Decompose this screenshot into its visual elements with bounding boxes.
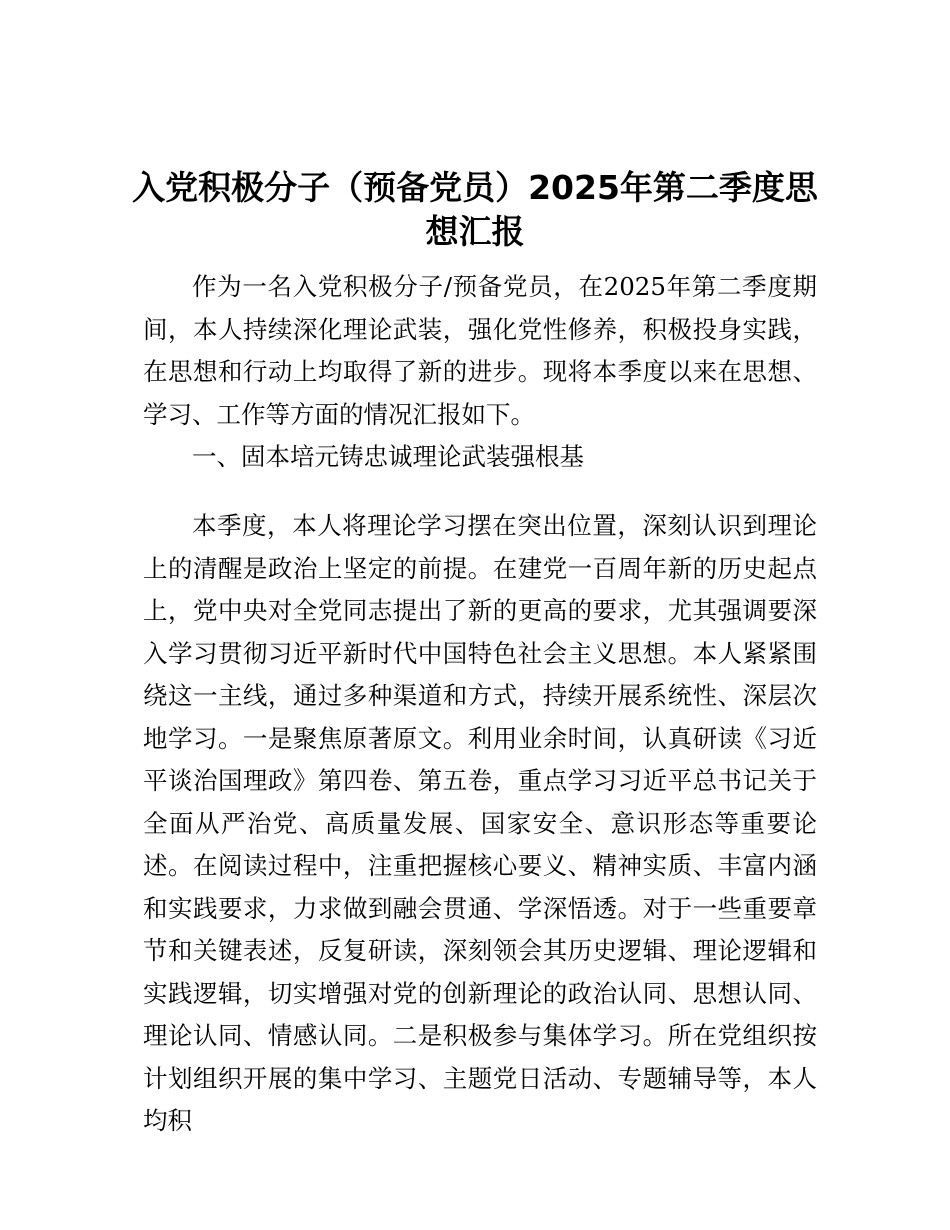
section-heading: 一、固本培元铸忠诚理论武装强根基: [192, 442, 584, 471]
intro-paragraph: 作为一名入党积极分子/预备党员，在2025年第二季度期间，本人持续深化理论武装，强化党性修养，积极投身实践，在思想和行动上均取得了新的进步。现将本季度以来在思想、学习、工作等方面的情况汇报如下。: [143, 272, 817, 429]
body-paragraph: 本季度，本人将理论学习摆在突出位置，深刻认识到理论上的清醒是政治上坚定的前提。在建党一百周年新的历史起点上，党中央对全党同志提出了新的更高的要求，尤其强调要深入学习贯彻习近平新时代中国特色社会主义思想。本人紧紧围绕这一主线，通过多种渠道和方式，持续开展系统性、深层次地学习。一是聚焦原著原文。利用业余时间，认真研读《习近平谈治国理政》第四卷、第五卷，重点学习习近平总书记关于全面从严治党、高质量发展、国家安全、意识形态等重要论述。在阅读过程中，注重把握核心要义、精神实质、丰富内涵和实践要求，力求做到融会贯通、学深悟透。对于一些重要章节和关键表述，反复研读，深刻领会其历史逻辑、理论逻辑和实践逻辑，切实增强对党的创新理论的政治认同、思想认同、理论认同、情感认同。二是积极参与集体学习。所在党组织按计划组织开展的集中学习、主题党日活动、专题辅导等，本人均积: [143, 511, 817, 1135]
document-title: 入党积极分子（预备党员）2025年第二季度思想汇报: [132, 168, 818, 251]
